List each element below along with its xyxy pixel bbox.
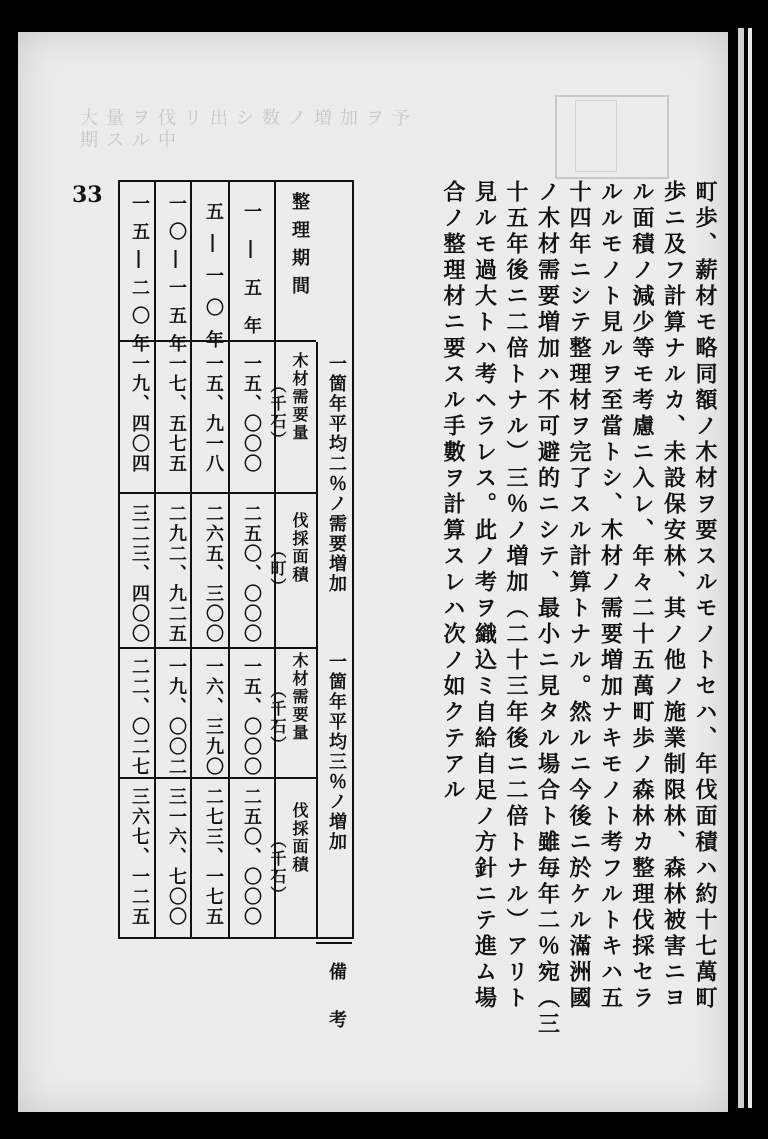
body-column: 歩ニ及フ計算ナルカ、未設保安林、其ノ他ノ施業制限林、森林被害ニヨ [660, 180, 687, 1012]
row-period: 一五―二〇年 [129, 194, 150, 362]
header-group-3pct: 一箇年平均三％ノ増加 [326, 652, 347, 852]
table-divider [316, 942, 352, 944]
body-column: ノ木材需要増加ハ不可避的ニシテ、最小ニ見タル場合ト雖毎年二％宛（三 [534, 180, 561, 1038]
body-column: 町歩、薪材モ略同額ノ木材ヲ要スルモノトセハ、年伐面積ハ約十七萬町 [692, 180, 718, 1012]
body-column: ルルモノト見ルヲ至當トシ、木材ノ需要増加ナキモノト考フルトキハ五 [597, 180, 624, 1012]
table-divider [120, 647, 316, 649]
book-spine [738, 28, 744, 1108]
body-column: 十五年後ニ二倍トナル）三％ノ増加（二十三年後ニ二倍トナル）アリト [503, 180, 529, 1012]
header-remarks: 備考 [326, 962, 347, 1058]
row-demand-3pct: 一九、〇〇二 [166, 657, 187, 777]
table-divider [228, 182, 230, 937]
header-period: 整理期間 [289, 192, 310, 304]
table-divider [120, 492, 316, 494]
row-area-3pct: 二七三、一七五 [203, 787, 224, 927]
header-demand-unit-2pct: （千石） [268, 377, 287, 449]
table-divider [316, 342, 318, 937]
row-area-2pct: 二六五、三〇〇 [203, 504, 224, 644]
row-demand-2pct: 一五、〇〇〇 [241, 354, 262, 474]
row-area-3pct: 二五〇、〇〇〇 [241, 787, 262, 927]
row-area-3pct: 三一六、七〇〇 [166, 787, 187, 927]
header-demand-unit-3pct: （千石） [268, 682, 287, 754]
row-period: 一―五年 [241, 202, 262, 354]
table-divider [154, 182, 156, 937]
header-area-unit-3pct: （千石） [268, 832, 287, 904]
book-spine-edge [748, 28, 752, 1108]
body-column: 十四年ニシテ整理材ヲ完了スル計算トナル。然ルニ今後ニ於ケル滿洲國 [566, 180, 592, 1012]
header-group-2pct: 一箇年平均二％ノ需要増加 [326, 354, 347, 594]
timber-demand-table [118, 180, 354, 1058]
row-period: 一〇―一五年 [166, 194, 187, 362]
row-area-3pct: 三六七、一二五 [129, 787, 150, 927]
header-area-3pct: 伐採面積 [290, 802, 309, 874]
body-column: 見ルモ過大トハ考ヘラレス。此ノ考ヲ織込ミ自給自足ノ方針ニテ進ム場 [471, 180, 498, 1012]
row-demand-2pct: 一九、四〇四 [129, 354, 150, 474]
header-demand-3pct: 木材需要量 [290, 652, 309, 742]
header-demand-2pct: 木材需要量 [290, 352, 309, 442]
row-demand-2pct: 一七、五七五 [166, 354, 187, 474]
show-through-text: 大量ヲ伐リ出シ数ノ増加ヲ予期スル中 [80, 108, 418, 151]
body-text [340, 180, 720, 1080]
row-period: 五―一〇年 [203, 202, 224, 362]
body-column: 合ノ整理材ニ要スル手數ヲ計算スレハ次ノ如クテアル [440, 180, 466, 804]
row-area-2pct: 二九二、九二五 [166, 504, 187, 644]
header-area-2pct: 伐採面積 [290, 512, 309, 584]
table-divider [120, 777, 316, 779]
row-area-2pct: 二五〇、〇〇〇 [241, 504, 262, 644]
page-number: 33 [72, 182, 103, 208]
table-divider [190, 182, 192, 937]
row-demand-3pct: 一六、三九〇 [203, 657, 224, 777]
row-demand-2pct: 一五、九一八 [203, 354, 224, 474]
row-demand-3pct: 一五、〇〇〇 [241, 657, 262, 777]
header-area-unit-2pct: （町） [268, 542, 287, 596]
row-area-2pct: 三二三、四〇〇 [129, 504, 150, 644]
body-column: ル面積ノ減少等モ考慮ニ入レ、年々二十五萬町歩ノ森林カ整理伐採セラ [629, 180, 655, 1012]
faint-stamp-inner [575, 100, 617, 172]
row-demand-3pct: 二二、〇二七 [129, 657, 150, 777]
